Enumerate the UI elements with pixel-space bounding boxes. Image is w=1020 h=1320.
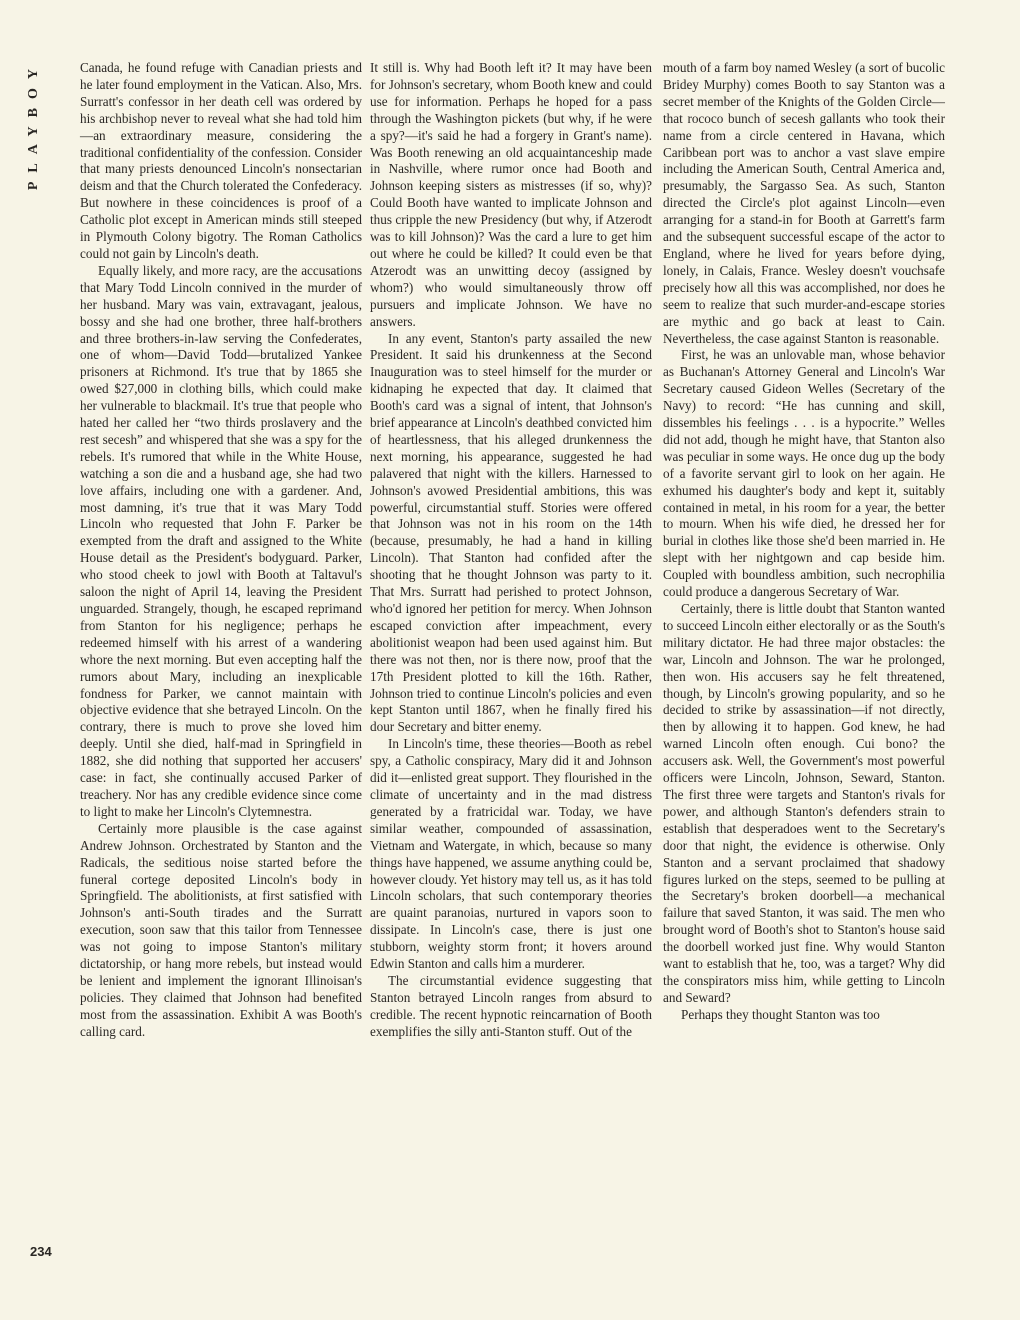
paragraph: The circumstantial evidence suggesting that Stanton betrayed Lincoln ranges from absurd to credible. The recent hypnotic reincarnation of Booth exemplifies the silly anti-Stanton stuff. Out of the xyxy=(370,972,652,1039)
page-number: 234 xyxy=(30,1244,52,1259)
paragraph: Certainly, there is little doubt that Stanton wanted to succeed Lincoln either electorally or as the South's military dictator. He had three major obstacles: the war, Lincoln and Johnson. The war he prolonged, then won. His accusers say he felt threatened, though, by Lincoln's growing popularity, and so he decided to strike by assassination—if not directly, then by allowing it to happen. God knew, he had warned Lincoln often enough. Cui bono? the accusers ask. Well, the Government's most powerful officers were Lincoln, Johnson, Seward, Stanton. The first three were targets and Stanton's rivals for power, and although Stanton's defenders strain to establish that desperadoes went to the Secretary's door that night, the evidence is otherwise. Only Stanton and a servant proclaimed that shadowy figures lurked on the steps, seemed to be pulling at the Secretary's broken doorbell—a mechanical failure that saved Stanton, it was said. The men who brought word of Booth's shot to Stanton's house said the doorbell worked just fine. Why would Stanton want to establish that he, too, was a target? Why did the conspirators miss him, while getting to Lincoln and Seward? xyxy=(663,601,945,1005)
paragraph: mouth of a farm boy named Wesley (a sort of bucolic Bridey Murphy) comes Booth to say Stanton was a secret member of the Knights of the Golden Circle—that rococo bunch of secesh gallants who took their name from a circle centered in Havana, which Caribbean port was to anchor a vast slave empire including the American South, Central America and, presumably, the Sargasso Sea. As such, Stanton directed the Circle's plot against Lincoln—even arranging for a stand-in for Booth at Garrett's farm and the subsequent successful escape of the actor to England, where he lived for years before dying, lonely, in Calais, France. Wesley doesn't vouchsafe precisely how all this was accomplished, nor does he seem to realize that such murder-and-escape stories are mythic and go back at least to Cain. Nevertheless, the case against Stanton is reasonable. xyxy=(663,60,945,346)
text-column-1 xyxy=(80,60,362,1310)
paragraph: First, he was an unlovable man, whose behavior as Buchanan's Attorney General and Lincoln's War Secretary caused Gideon Welles (Secretary of the Navy) to record: “He has cunning and skill, dissembles his feelings . . . is a hypocrite.” Welles did not add, though he might have, that Stanton also was peculiar in some ways. He once dug up the body of a favorite servant girl to look on her again. He exhumed his daughter's body and kept it, suitably contained in metal, in his room for a year, the better to mourn. When his wife died, he dressed her for burial in clothes like those she'd been married in. He slept with her nightgown and cap beside him. Coupled with boundless ambition, such necrophilia could produce a dangerous Secretary of War. xyxy=(663,347,945,600)
text-column-2 xyxy=(370,60,652,1310)
paragraph: In Lincoln's time, these theories—Booth as rebel spy, a Catholic conspiracy, Mary did it and Johnson did it—enlisted great support. They flourished in the climate of uncertainty and in the mad distress generated by a fratricidal war. Today, we have similar weather, compounded of assassination, Vietnam and Watergate, in which, because so many things have happened, we assume anything could be, however cloudy. Yet history may tell us, as it has told Lincoln scholars, that such contemporary theories are quaint paranoias, nurtured in vapors soon to dissipate. In Lincoln's case, there is just one stubborn, weighty storm front; it hovers around Edwin Stanton and calls him a murderer. xyxy=(370,736,652,972)
paragraph: Certainly more plausible is the case against Andrew Johnson. Orchestrated by Stanton and the Radicals, the seditious noise started before the funeral cortege deposited Lincoln's body in Springfield. The abolitionists, at first satisfied with Johnson's anti-South tirades and the Surratt execution, soon saw that this tailor from Tennessee was not going to impose Stanton's military dictatorship, or hang more rebels, but instead would be lenient and implement the ignorant Illinoisan's policies. They claimed that Johnson had benefited most from the assassination. Exhibit A was Booth's calling card. xyxy=(80,820,362,1039)
paragraph: In any event, Stanton's party assailed the new President. It said his drunkenness at the Second Inauguration was to steel himself for the murder or kidnaping he expected that day. It claimed that Booth's card was a signal of intent, that Johnson's brief appearance at Lincoln's deathbed convicted him of heartlessness, that his alleged drunkenness the next morning, his appearance, suggested he had palavered that night with the killers. Harnessed to Johnson's avowed Presidential ambitions, this was powerful, circumstantial stuff. Stories were offered that Johnson was not in his room on the 14th (because, presumably, he had a hand in killing Lincoln). That Stanton had confided after the shooting that he thought Johnson was party to it. That Mrs. Surratt had perished to protect Johnson, who'd ignored her petition for mercy. When Johnson escaped conviction after impeachment, every abolitionist weapon had been used against him. But there was not then, nor is there now, proof that the 17th President plotted to kill the 16th. Rather, Johnson tried to continue Lincoln's policies and even kept Stanton until 1867, when he finally fired his dour Secretary and bitter enemy. xyxy=(370,330,652,735)
text-column-3 xyxy=(663,60,945,1310)
paragraph: Equally likely, and more racy, are the accusations that Mary Todd Lincoln connived in the murder of her husband. Mary was vain, extravagant, jealous, bossy and she had one brother, three half-brothers and three brothers-in-law serving the Confederates, one of whom—David Todd—brutalized Yankee prisoners at Richmond. It's true that by 1865 she owed $27,000 in clothing bills, which could make her vulnerable to blackmail. It's true that people who hated her called her “two thirds proslavery and the rest secesh” and whispered that she was a spy for the rebels. It's rumored that while in the White House, watching a son die and a husband age, she had two love affairs, including one with a gardener. And, most damning, it's true that it was Mary Todd Lincoln who requested that John F. Parker be exempted from the draft and assigned to the White House detail as the President's bodyguard. Parker, who stood cheek to jowl with Booth at Taltavul's saloon the night of April 14, leaving the President unguarded. Strangely, though, he escaped reprimand from Stanton for his negligence; perhaps he redeemed himself with his arrest of a wandering whore the next morning. But even accepting half the rumors about Mary, including an inexplicable fondness for Parker, we cannot maintain with objective evidence that she betrayed Lincoln. On the contrary, there is much to prove she loved him deeply. Until she died, half-mad in Springfield in 1882, she did nothing that supported her accusers' case: in fact, she continually accused Parker of treachery. Nor has any credible evidence since come to light to make her Lincoln's Clytemnestra. xyxy=(80,262,362,819)
magazine-name: PLAYBOY xyxy=(26,60,41,191)
paragraph: It still is. Why had Booth left it? It may have been for Johnson's secretary, whom Booth knew and could use for information. Perhaps he hoped for a pass through the Washington pickets (but why, if he were a spy?—it's said he had a forgery in Grant's name). Was Booth renewing an old acquaintanceship made in Nashville, where rumor once had Booth and Johnson keeping sisters as mistresses (if so, why)? Could Booth have wanted to implicate Johnson and thus cripple the new Presidency (but why, if Atzerodt was to kill Johnson)? Was the card a lure to get him out where he could be killed? It could even be that Atzerodt was an unwitting decoy (assigned by whom?) who would simultaneously throw off pursuers and implicate Johnson. We have no answers. xyxy=(370,60,652,329)
paragraph: Perhaps they thought Stanton was too xyxy=(681,1006,880,1022)
paragraph: Canada, he found refuge with Canadian priests and he later found employment in the Vatican. Also, Mrs. Surratt's confessor in her death cell was ordered by his archbishop never to reveal what she had told him—an extraordinary measure, considering the traditional confidentiality of the confession. Consider that many priests denounced Lincoln's nonsectarian deism and that the Church tolerated the Confederacy. But nowhere in these coincidences is proof of a Catholic plot except in American minds still steeped in Plymouth Colony bigotry. The Roman Catholics could not gain by Lincoln's death. xyxy=(80,60,362,261)
